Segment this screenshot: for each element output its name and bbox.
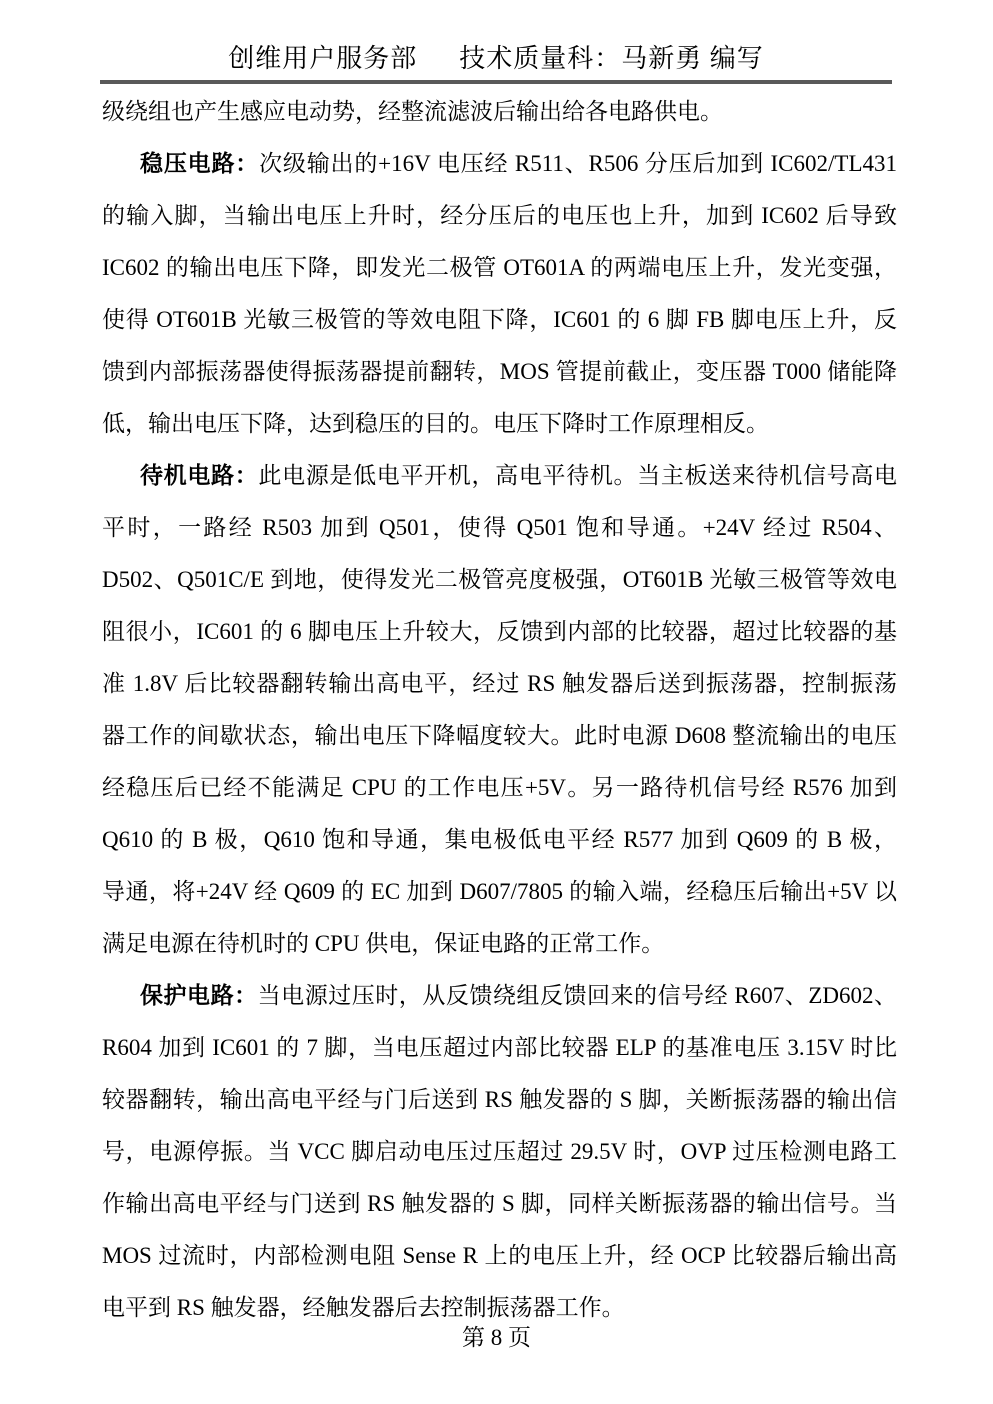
paragraph [102,138,897,450]
text-line: D502、Q501C/E 到地，使得发光二极管亮度极强，OT601B 光敏三极管等效电 [102,567,897,592]
text-line: 保护电路：当电源过压时，从反馈绕组反馈回来的信号经 R607、ZD602、 [140,983,897,1008]
page-number: 第 8 页 [462,1325,531,1350]
text-line: 作输出高电平经与门送到 RS 触发器的 S 脚，同样关断振荡器的输出信号。当 [102,1191,897,1216]
text-line: 电平到 RS 触发器，经触发器后去控制振荡器工作。 [102,1295,625,1320]
text-line: 器工作的间歇状态，输出电压下降幅度较大。此时电源 D608 整流输出的电压 [102,723,897,748]
text-line: 低，输出电压下降，达到稳压的目的。电压下降时工作原理相反。 [102,411,769,436]
paragraph-heading: 稳压电路： [140,151,260,176]
text-line: 经稳压后已经不能满足 CPU 的工作电压+5V。另一路待机信号经 R576 加到 [102,775,897,800]
paragraph-heading: 待机电路： [140,463,259,488]
text-line: 阻很小，IC601 的 6 脚电压上升较大，反馈到内部的比较器，超过比较器的基 [102,619,897,644]
text-line: 使得 OT601B 光敏三极管的等效电阻下降，IC601 的 6 脚 FB 脚电压上升，反 [102,307,897,332]
text-line: 馈到内部振荡器使得振荡器提前翻转，MOS 管提前截止，变压器 T000 储能降 [102,359,897,384]
text-line: R604 加到 IC601 的 7 脚，当电压超过内部比较器 ELP 的基准电压 3.15V 时比 [102,1035,897,1060]
text-line: 稳压电路：次级输出的+16V 电压经 R511、R506 分压后加到 IC602/TL431 [140,151,897,176]
text-line: 准 1.8V 后比较器翻转输出高电平，经过 RS 触发器后送到振荡器，控制振荡 [102,671,897,696]
paragraph [102,970,897,1334]
header-department: 创维用户服务部 [228,44,418,73]
document-body [102,86,897,1334]
header-editor: 技术质量科：马新勇 编写 [459,44,764,73]
text-line: Q610 的 B 极，Q610 饱和导通，集电极低电平经 R577 加到 Q609 的 B 极， [102,827,897,852]
page-header [100,40,892,78]
text-line: 号，电源停振。当 VCC 脚启动电压过压超过 29.5V 时，OVP 过压检测电路工 [102,1139,897,1164]
text-line: 的输入脚，当输出电压上升时，经分压后的电压也上升，加到 IC602 后导致 [102,203,897,228]
paragraph [102,450,897,970]
text-line: 平时，一路经 R503 加到 Q501，使得 Q501 饱和导通。+24V 经过 R504、 [102,515,897,540]
text-line: 较器翻转，输出高电平经与门后送到 RS 触发器的 S 脚，关断振荡器的输出信 [102,1087,897,1112]
paragraph [102,86,897,138]
paragraph-heading: 保护电路： [140,983,258,1008]
text-line: 满足电源在待机时的 CPU 供电，保证电路的正常工作。 [102,931,665,956]
text-line: 导通，将+24V 经 Q609 的 EC 加到 D607/7805 的输入端，经稳压后输出+5V 以 [102,879,897,904]
text-line: IC602 的输出电压下降，即发光二极管 OT601A 的两端电压上升，发光变强， [102,255,897,280]
text-line: 级绕组也产生感应电动势，经整流滤波后输出给各电路供电。 [102,99,723,124]
header-divider-rule [100,80,892,84]
text-line: 待机电路：此电源是低电平开机，高电平待机。当主板送来待机信号高电 [140,463,897,488]
text-line: MOS 过流时，内部检测电阻 Sense R 上的电压上升，经 OCP 比较器后输出高 [102,1243,897,1268]
